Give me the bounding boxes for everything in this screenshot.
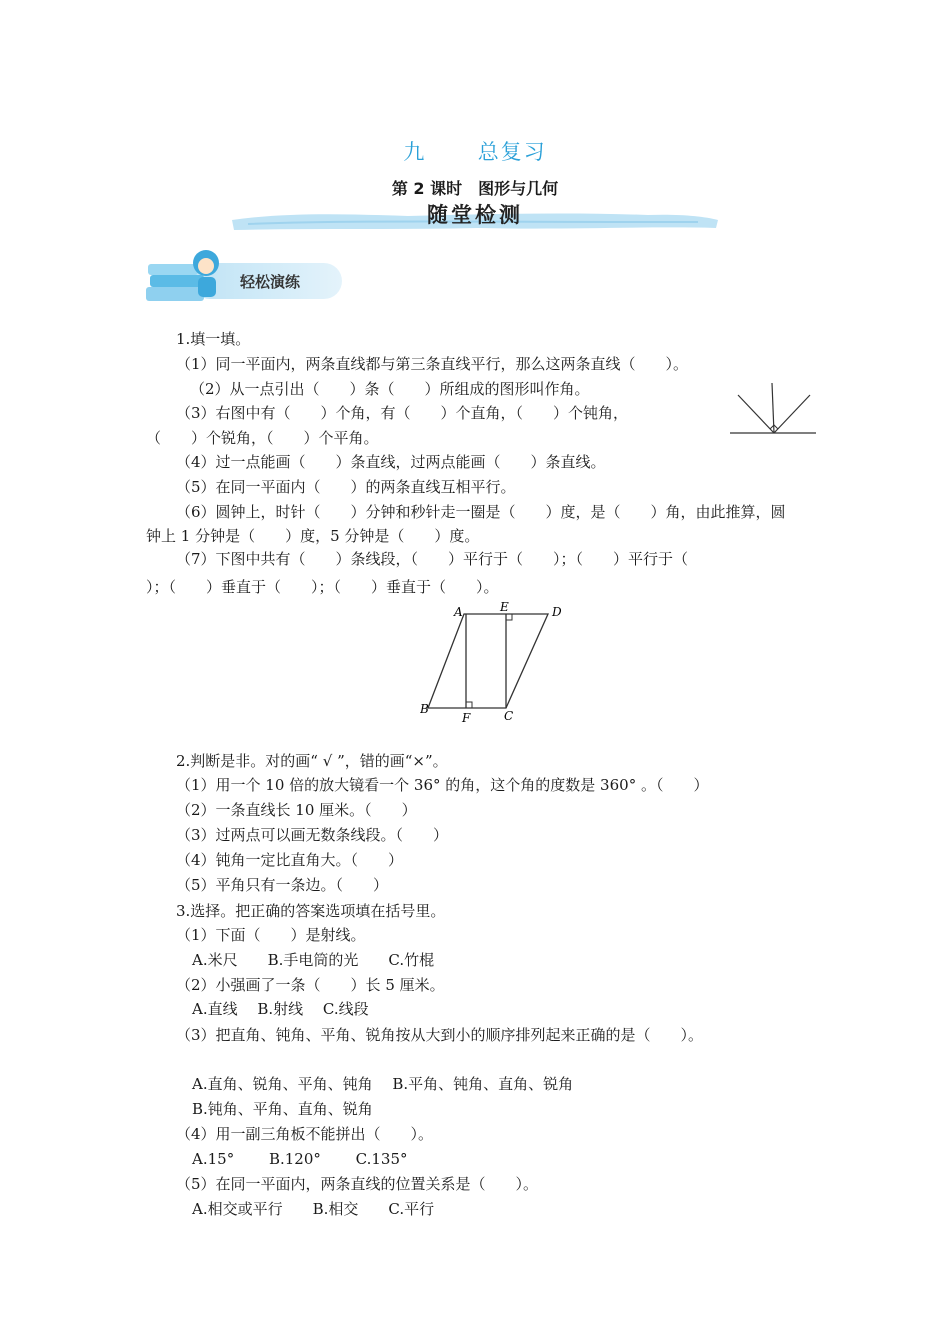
q3-p2-options: A.直线 B.射线 C.线段 — [192, 1000, 369, 1018]
q3-p1: （1）下面（ ）是射线。 — [176, 926, 366, 944]
q1-p4: （4）过一点能画（ ）条直线，过两点能画（ ）条直线。 — [176, 453, 606, 471]
q3-p2: （2）小强画了一条（ ）长 5 厘米。 — [176, 976, 445, 994]
q3-p3: （3）把直角、钝角、平角、锐角按从大到小的顺序排列起来正确的是（ ）。 — [176, 1026, 704, 1044]
q2-p2: （2）一条直线长 10 厘米。（ ） — [176, 801, 417, 819]
q3-p5: （5）在同一平面内，两条直线的位置关系是（ ）。 — [176, 1175, 539, 1193]
q2-p1: （1）用一个 10 倍的放大镜看一个 36° 的角，这个角的度数是 360° 。（ ） — [176, 776, 709, 794]
q3-p5-options: A.相交或平行 B.相交 C.平行 — [192, 1200, 435, 1218]
chapter-title — [0, 136, 950, 166]
q1-p3b: （ ）个锐角，（ ）个平角。 — [146, 429, 379, 447]
section-title: 轻松演练 — [240, 273, 301, 291]
chapter-name: 总复习 — [477, 140, 547, 164]
q1-p5: （5）在同一平面内（ ）的两条直线互相平行。 — [176, 478, 516, 496]
q3-p3-options-2: B.钝角、平角、直角、锐角 — [192, 1100, 373, 1118]
q1-title: 1.填一填。 — [176, 330, 251, 348]
q2-p5: （5）平角只有一条边。（ ） — [176, 876, 389, 894]
parallelogram-figure — [420, 600, 570, 730]
label-a: A — [454, 605, 463, 619]
banner-title: 随堂检测 — [427, 203, 523, 227]
lesson-title: 第 2 课时 图形与几何 — [391, 179, 559, 198]
q3-p1-options: A.米尺 B.手电筒的光 C.竹棍 — [192, 951, 435, 969]
q1-p3a: （3）右图中有（ ）个角，有（ ）个直角，（ ）个钝角， — [176, 404, 629, 422]
label-e: E — [500, 600, 509, 614]
label-c: C — [504, 709, 514, 723]
chapter-number: 九 — [403, 140, 427, 164]
q1-p6b: 钟上 1 分钟是（ ）度，5 分钟是（ ）度。 — [146, 527, 480, 545]
q3-p4: （4）用一副三角板不能拼出（ ）。 — [176, 1125, 434, 1143]
q1-p7a: （7）下图中共有（ ）条线段，（ ）平行于（ ）；（ ）平行于（ — [176, 550, 689, 568]
q1-p1: （1）同一平面内，两条直线都与第三条直线平行，那么这两条直线（ ）。 — [176, 355, 689, 373]
q2-title: 2.判断是非。对的画“ √ ”，错的画“×”。 — [176, 752, 448, 770]
q3-p4-options: A.15° B.120° C.135° — [192, 1150, 408, 1168]
label-d: D — [552, 605, 562, 619]
q3-p3-options-1: A.直角、锐角、平角、钝角 B.平角、钝角、直角、锐角 — [192, 1075, 574, 1093]
q1-p2: （2）从一点引出（ ）条（ ）所组成的图形叫作角。 — [190, 380, 590, 398]
books-girl-icon — [144, 245, 226, 305]
q1-p7b: ）；（ ）垂直于（ ）；（ ）垂直于（ ）。 — [146, 578, 499, 596]
q1-p6a: （6）圆钟上，时针（ ）分钟和秒针走一圈是（ ）度，是（ ）角，由此推算，圆 — [176, 503, 786, 521]
angles-figure — [730, 383, 816, 439]
q2-p3: （3）过两点可以画无数条线段。（ ） — [176, 826, 449, 844]
label-b: B — [420, 702, 429, 716]
label-f: F — [462, 711, 471, 725]
q3-title: 3.选择。把正确的答案选项填在括号里。 — [176, 902, 446, 920]
q2-p4: （4）钝角一定比直角大。（ ） — [176, 851, 404, 869]
